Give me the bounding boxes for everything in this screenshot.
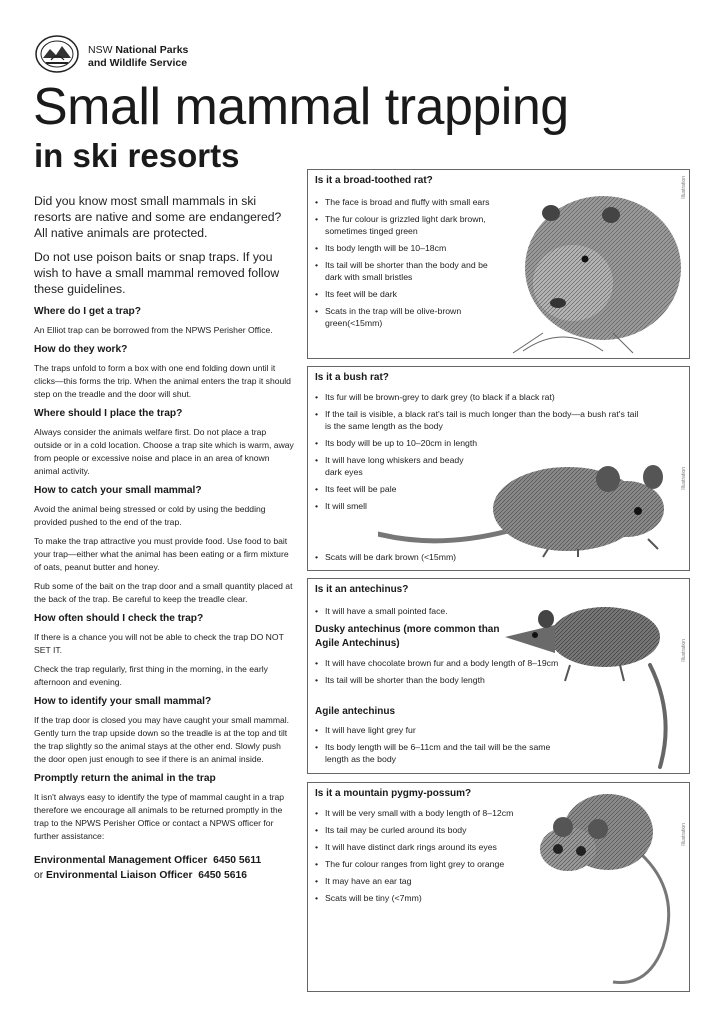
list-item: • It will have long whiskers and beady dark eyes: [315, 454, 465, 478]
feature-list: [315, 807, 525, 909]
section-text: If the trap door is closed you may have caught your small mammal. Gently turn the trap upside down so the treadle is at the top and tilt the trap slightly so the animal stays at the other end. Slowly push the door open just enough to see if there is an animal inside.: [34, 715, 290, 764]
list-item: • It will have a small pointed face.: [315, 605, 515, 617]
list-item: • Its body will be up to 10–20cm in length: [315, 437, 645, 449]
section-text: An Elliot trap can be borrowed from the NPWS Perisher Office.: [34, 325, 273, 335]
list-item: • Its fur will be brown-grey to dark grey (to black if a black rat): [315, 391, 645, 403]
npws-logo-icon: [34, 34, 80, 74]
list-item: • Its body length will be 10–18cm: [315, 242, 505, 254]
intro-text: Do not use poison baits or snap traps. If you wish to have a small mammal removed follow these guidelines.: [34, 250, 280, 296]
list-item: • Its feet will be pale: [315, 483, 645, 495]
section-text: To make the trap attractive you must provide food. Use food to bait your trap—either what the animal has been eating or a firm mixture of oats, peanut butter and honey.: [34, 536, 289, 572]
box-title: Is it a bush rat?: [315, 372, 389, 383]
illustration-credit: Illustration: [681, 823, 687, 846]
list-item: • It will have distinct dark rings around its eyes: [315, 841, 525, 853]
list-item: • Its tail will be shorter than the body length: [315, 674, 565, 686]
section-heading: Where do I get a trap?: [34, 306, 141, 317]
list-item: • Its feet will be dark: [315, 288, 505, 300]
section-text: Always consider the animals welfare first. Do not place a trap outside or in a cold location. Choose a trap site which is warm, away from people or excessive noise and place in an area of known animal activity.: [34, 427, 294, 476]
list-item: • The fur colour is grizzled light dark brown, sometimes tinged green: [315, 213, 505, 237]
section-heading: How to identify your small mammal?: [34, 696, 212, 707]
page-title: Small mammal trapping: [33, 78, 569, 136]
broad-toothed-rat-box: [307, 169, 690, 359]
list-item: • It may have an ear tag: [315, 875, 525, 887]
antechinus-box: [307, 578, 690, 774]
illustration-credit: Illustration: [681, 176, 687, 199]
page-subtitle: in ski resorts: [34, 137, 240, 174]
section-text: It isn't always easy to identify the type of mammal caught in a trap therefore we encourage all animals to be returned promptly in the trap to the NPWS Perisher Office or contact a NPWS officer for further assistance:: [34, 792, 285, 841]
list-item: • Its tail will be shorter than the body and be dark with small bristles: [315, 259, 505, 283]
broad-toothed-rat-illustration: [503, 173, 683, 355]
list-item: • Its tail may be curled around its body: [315, 824, 525, 836]
antechinus-illustration: [500, 585, 680, 771]
section-text: Check the trap regularly, first thing in the morning, in the early afternoon and evening.: [34, 664, 268, 687]
section-text: The traps unfold to form a box with one end folding down until it clicks—this forms the trip. When the animal enters the trap it should step on the treadle and the door will shut.: [34, 363, 291, 399]
box-title: Is it an antechinus?: [315, 584, 409, 595]
list-item: • It will have light grey fur: [315, 724, 565, 736]
pygmy-possum-box: [307, 782, 690, 992]
box-title: Is it a broad-toothed rat?: [315, 175, 433, 186]
org-name: NSW National Parks and Wildlife Service: [88, 44, 189, 69]
section-text: Rub some of the bait on the trap door and a small quantity placed at the back of the trap. Be careful to keep the treadle clear.: [34, 581, 293, 604]
section-heading: How often should I check the trap?: [34, 613, 204, 624]
section-heading: How to catch your small mammal?: [34, 485, 202, 496]
section-heading: How do they work?: [34, 344, 128, 355]
list-item: • Scats in the trap will be olive-brown green(<15mm): [315, 305, 505, 329]
list-item: • It will smell: [315, 500, 645, 512]
illustration-credit: Illustration: [681, 467, 687, 490]
feature-list: [315, 196, 505, 334]
subheading: Dusky antechinus (more common than Agile Antechinus): [315, 624, 500, 649]
bush-rat-illustration: [378, 439, 678, 559]
left-column: [34, 193, 294, 883]
list-item: • Scats will be tiny (<7mm): [315, 892, 525, 904]
list-item: • It will be very small with a body length of 8–12cm: [315, 807, 525, 819]
list-item: • Scats will be dark brown (<15mm): [315, 551, 645, 563]
subheading: Agile antechinus: [315, 706, 396, 717]
illustration-credit: Illustration: [681, 639, 687, 662]
intro-text: Did you know most small mammals in ski resorts are native and some are endangered? All native animals are protected.: [34, 194, 282, 240]
pygmy-possum-illustration: [523, 787, 683, 987]
list-item: • The face is broad and fluffy with small ears: [315, 196, 505, 208]
section-heading: Promptly return the animal in the trap: [34, 773, 216, 784]
bush-rat-box: [307, 366, 690, 571]
section-heading: Where should I place the trap?: [34, 408, 183, 419]
box-title: Is it a mountain pygmy-possum?: [315, 788, 472, 799]
list-item: • If the tail is visible, a black rat's tail is much longer than the body—a bush rat's tail is the same length as the body: [315, 408, 645, 432]
list-item: • Its body length will be 6–11cm and the tail will be the same length as the body: [315, 741, 565, 765]
list-item: • It will have chocolate brown fur and a body length of 8–19cm: [315, 657, 565, 669]
list-item: • The fur colour ranges from light grey to orange: [315, 858, 555, 870]
section-text: Avoid the animal being stressed or cold by using the bedding provided pushed to the end of the trap.: [34, 504, 266, 527]
feature-list: [315, 605, 515, 622]
section-text: If there is a chance you will not be able to check the trap DO NOT SET IT.: [34, 632, 284, 655]
contact-info: Environmental Management Officer 6450 5611 or Environmental Liaison Officer 6450 5616: [34, 855, 262, 881]
